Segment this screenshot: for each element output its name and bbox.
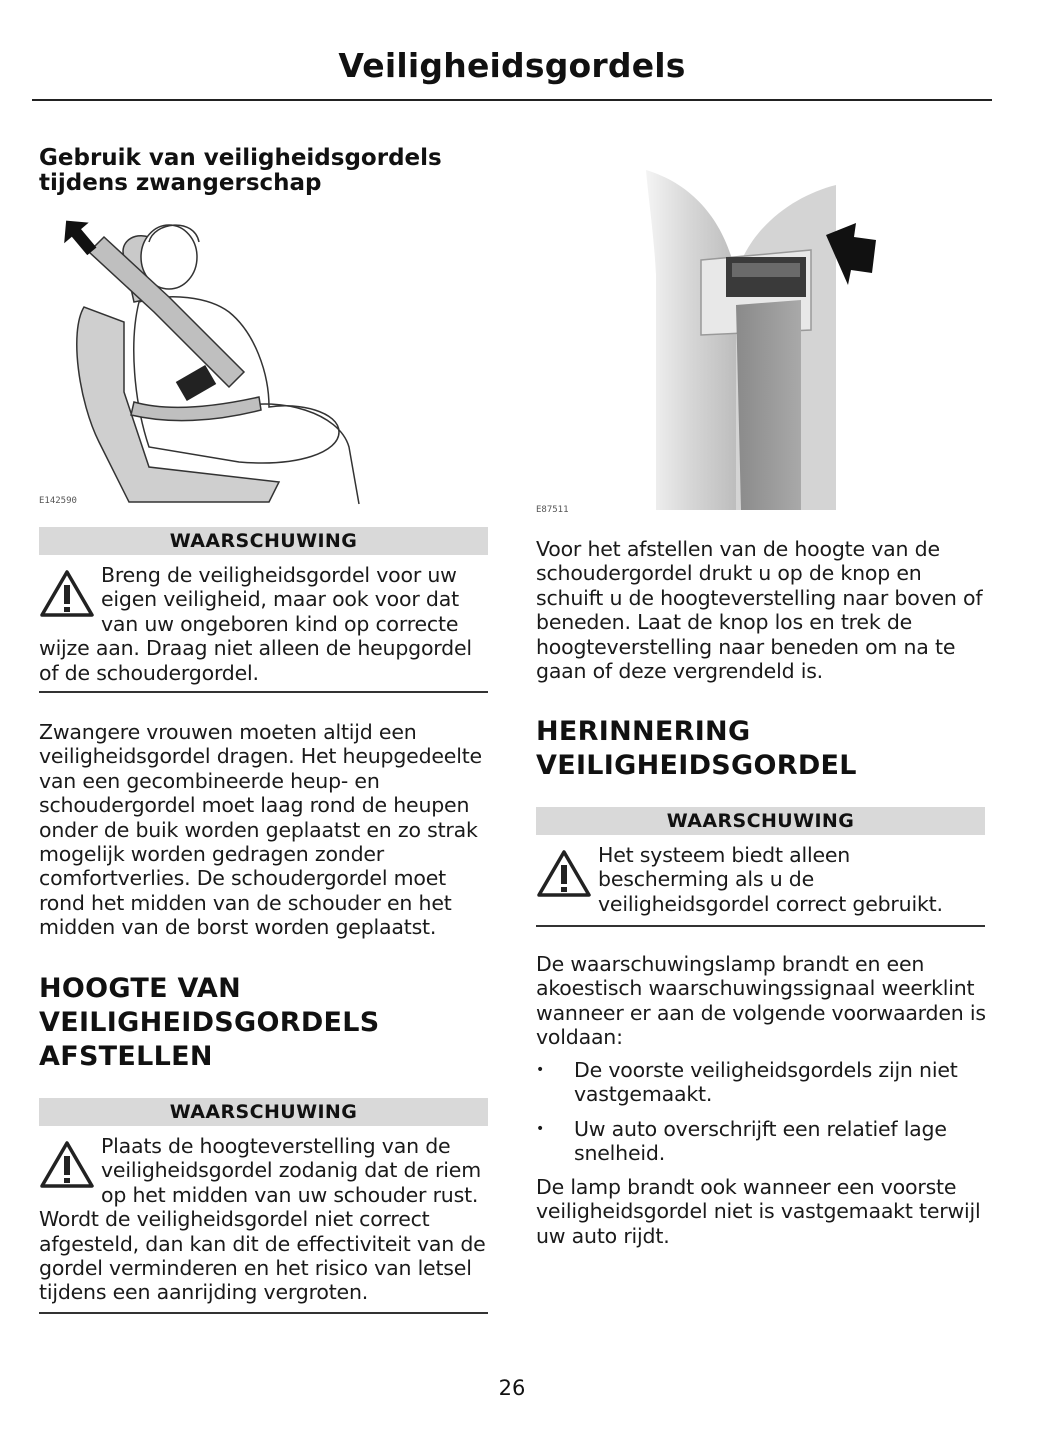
warning-triangle-icon: [536, 849, 592, 899]
figure-label-right: E87511: [536, 505, 569, 515]
warning-text-height: Plaats de hoogteverstelling van de veiligheidsgordel zodanig dat de riem op het midden van uw schouder rust. Wordt de veiligheidsgordel niet correct afgesteld, dan kan dit de effectiviteit van de gordel verminderen en het risico van letsel tijdens een aanrijding vergroten.: [39, 1134, 486, 1305]
page-number: 26: [498, 1376, 526, 1400]
reminder-heading-line1: HERINNERING: [536, 716, 751, 747]
adjust-body: Voor het afstellen van de hoogte van de schoudergordel drukt u op de knop en schuift u de hoogteverstelling naar boven of beneden. Laat de knop los en trek de hoogteverstelling naar beneden om na te gaan of deze vergrendeld is.: [536, 537, 983, 684]
pregnant-woman-seatbelt-illustration: [39, 212, 369, 510]
warning-bar-reminder: WAARSCHUWING: [536, 807, 985, 835]
seatbelt-height-adjuster-illustration: [536, 165, 986, 510]
height-heading-line3: AFSTELLEN: [39, 1041, 213, 1072]
height-heading-line2: VEILIGHEIDSGORDELS: [39, 1007, 380, 1038]
figure-label-left: E142590: [39, 496, 77, 506]
reminder-conditions-list: [536, 1058, 986, 1176]
pregnancy-body: Zwangere vrouwen moeten altijd een veiligheidsgordel dragen. Het heupgedeelte van een gecombineerde heup- en schoudergordel moet laag rond de heupen onder de buik worden geplaatst en zo strak mogelijk worden gedragen zonder comfortverlies. De schoudergordel moet rond het midden van de schouder en het midden van de borst worden geplaatst.: [39, 720, 482, 940]
warning-triangle-icon: [39, 569, 95, 619]
height-heading-line1: HOOGTE VAN: [39, 973, 242, 1004]
pregnancy-heading-line2: tijdens zwangerschap: [39, 170, 322, 196]
reminder-intro: De waarschuwingslamp brandt en een akoestisch waarschuwingssignaal weerklint wanneer er aan de volgende voorwaarden is voldaan:: [536, 952, 986, 1050]
list-item: [536, 1058, 986, 1107]
list-item: [536, 1117, 986, 1166]
warning-box-pregnancy: [39, 563, 488, 693]
reminder-heading: [536, 715, 857, 783]
pregnancy-heading: [39, 146, 442, 196]
pregnancy-heading-line1: Gebruik van veiligheidsgordels: [39, 145, 442, 171]
reminder-heading-line2: VEILIGHEIDSGORDEL: [536, 750, 857, 781]
warning-bar-height: WAARSCHUWING: [39, 1098, 488, 1126]
list-item-text: Uw auto overschrijft een relatief lage snelheid.: [574, 1116, 947, 1166]
warning-triangle-icon: [39, 1140, 95, 1190]
warning-text-pregnancy: Breng de veiligheidsgordel voor uw eigen veiligheid, maar ook voor dat van uw ongeboren kind op correcte wijze aan. Draag niet alleen de heupgordel of de schoudergordel.: [39, 563, 472, 685]
warning-box-reminder: [536, 843, 985, 927]
warning-bar-pregnancy: WAARSCHUWING: [39, 527, 488, 555]
page-title: Veiligheidsgordels: [338, 46, 686, 85]
bullet-dot: •: [536, 1120, 545, 1137]
bullet-dot: •: [536, 1062, 545, 1078]
list-item-text: De voorste veiligheidsgordels zijn niet vastgemaakt.: [574, 1058, 958, 1107]
warning-text-reminder: Het systeem biedt alleen bescherming als u de veiligheidsgordel correct gebruikt.: [598, 843, 943, 916]
warning-box-height: [39, 1134, 488, 1314]
height-heading: [39, 972, 380, 1074]
reminder-closing: De lamp brandt ook wanneer een voorste veiligheidsgordel niet is vastgemaakt terwijl uw auto rijdt.: [536, 1175, 981, 1248]
title-rule: [32, 99, 992, 101]
